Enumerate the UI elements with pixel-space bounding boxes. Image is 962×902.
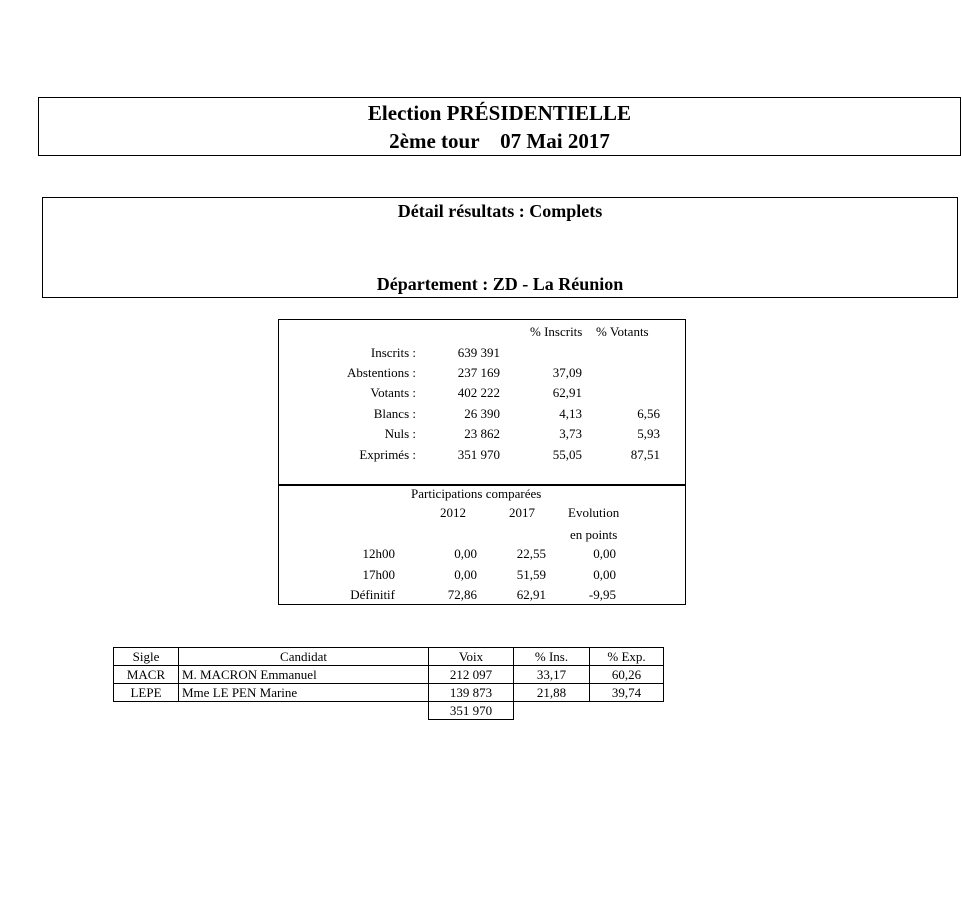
participation-2012: 0,00 — [454, 567, 477, 582]
stats-pct-inscrits: 55,05 — [552, 447, 582, 462]
col-header-2017: 2017 — [509, 505, 535, 520]
stats-label: Inscrits : — [370, 345, 416, 360]
candidate-pct-ins: 21,88 — [514, 684, 590, 702]
stats-label: Blancs : — [373, 406, 416, 421]
participation-label: 17h00 — [362, 567, 395, 582]
header-pct-ins: % Ins. — [514, 648, 590, 666]
participation-evolution: 0,00 — [593, 546, 616, 561]
candidate-sigle: MACR — [114, 666, 179, 684]
candidate-row — [114, 684, 664, 702]
candidates-header-row — [114, 648, 664, 666]
stats-pct-votants: 5,93 — [637, 426, 660, 441]
stats-label: Nuls : — [384, 426, 416, 441]
candidate-voix: 139 873 — [429, 684, 514, 702]
detail-results-box — [42, 197, 958, 298]
header-pct-exp: % Exp. — [590, 648, 664, 666]
stats-value: 351 970 — [457, 447, 500, 462]
election-title: Election PRÉSIDENTIELLE — [367, 101, 632, 125]
participation-2017: 22,55 — [516, 546, 546, 561]
election-round-date: 2ème tour 07 Mai 2017 — [389, 129, 610, 153]
stats-pct-inscrits: 3,73 — [559, 426, 582, 441]
candidate-voix: 212 097 — [429, 666, 514, 684]
participation-title: Participations comparées — [411, 486, 542, 501]
stats-value: 402 222 — [457, 385, 500, 400]
stats-value: 23 862 — [464, 426, 500, 441]
candidates-table — [113, 647, 664, 720]
col-header-pct-inscrits: % Inscrits — [530, 324, 583, 339]
participation-label: 12h00 — [362, 546, 395, 561]
participation-2017: 62,91 — [516, 587, 546, 602]
stats-value: 26 390 — [464, 406, 500, 421]
stats-pct-inscrits: 62,91 — [552, 385, 582, 400]
participation-2012: 0,00 — [454, 546, 477, 561]
stats-label: Votants : — [370, 385, 416, 400]
participation-evolution: -9,95 — [588, 587, 616, 602]
detail-results-title: Détail résultats : Complets — [397, 201, 603, 221]
candidate-pct-ins: 33,17 — [514, 666, 590, 684]
stats-label: Exprimés : — [359, 447, 416, 462]
election-header-box — [38, 97, 961, 156]
candidate-pct-exp: 60,26 — [590, 666, 664, 684]
stats-pct-inscrits: 4,13 — [559, 406, 582, 421]
header-sigle: Sigle — [114, 648, 179, 666]
col-header-2012: 2012 — [440, 505, 466, 520]
participation-evolution: 0,00 — [593, 567, 616, 582]
candidates-total-row — [114, 702, 664, 720]
candidate-sigle: LEPE — [114, 684, 179, 702]
stats-value: 237 169 — [457, 365, 500, 380]
col-header-en-points: en points — [570, 527, 618, 542]
department-title: Département : ZD - La Réunion — [376, 274, 624, 294]
header-voix: Voix — [429, 648, 514, 666]
header-candidat: Candidat — [179, 648, 429, 666]
participation-2017: 51,59 — [516, 567, 546, 582]
stats-pct-votants: 6,56 — [637, 406, 660, 421]
stats-pct-votants: 87,51 — [630, 447, 660, 462]
stats-pct-inscrits: 37,09 — [552, 365, 582, 380]
participation-2012: 72,86 — [447, 587, 477, 602]
col-header-pct-votants: % Votants — [596, 324, 649, 339]
candidate-name: Mme LE PEN Marine — [179, 684, 429, 702]
participation-label: Définitif — [350, 587, 395, 602]
candidate-pct-exp: 39,74 — [590, 684, 664, 702]
col-header-evolution: Evolution — [568, 505, 620, 520]
stats-value: 639 391 — [457, 345, 500, 360]
candidate-row — [114, 666, 664, 684]
candidate-name: M. MACRON Emmanuel — [179, 666, 429, 684]
total-voix: 351 970 — [429, 702, 514, 720]
stats-label: Abstentions : — [347, 365, 416, 380]
